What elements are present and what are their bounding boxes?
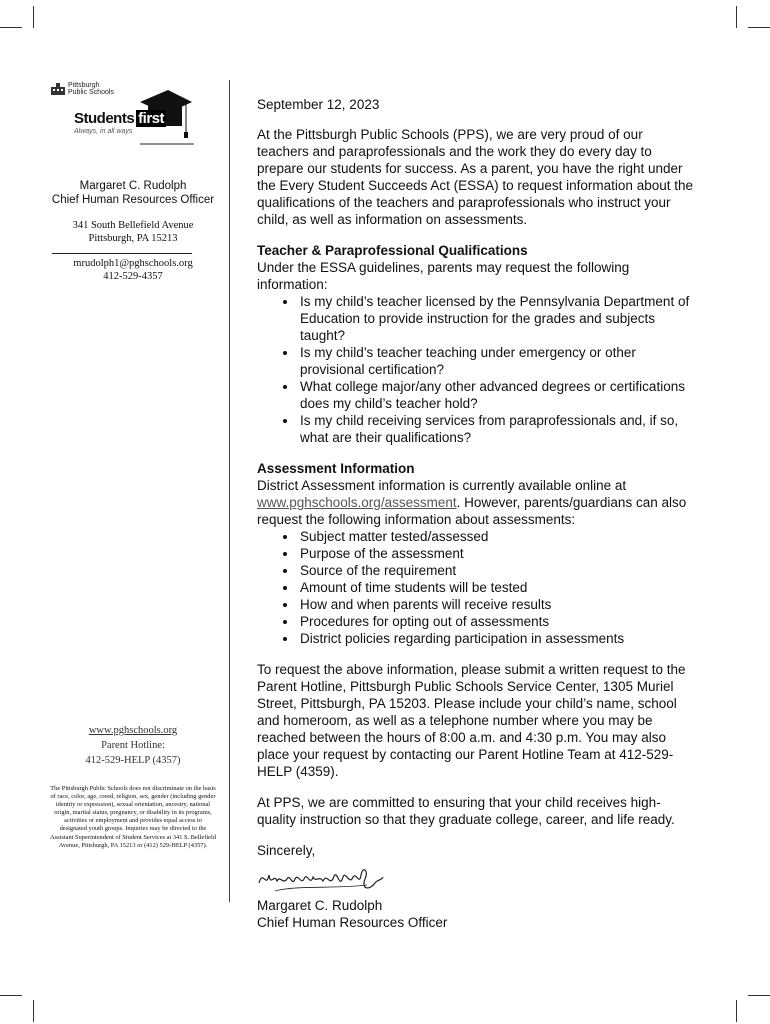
website-link[interactable]: www.pghschools.org <box>88 725 178 736</box>
handwritten-signature <box>257 861 387 897</box>
district-logo <box>50 80 200 150</box>
sidebar-divider <box>52 253 192 254</box>
nondiscrimination-notice: The Pittsburgh Public Schools does not discriminate on the basis of race, color, age, creed, religion, sex, gender (including gender identity or expression), sexual orientation, ancestry, national origin, marital status, pregnancy, or disability in its programs, activities or employment and provides equal access to designated youth groups. Inquiries may be directed to the Assistant Superintendent of Student Services at 341 S. Bellefield Avenue, Pittsburgh, PA 15213 or (412) 529-HELP (4357). <box>50 785 216 849</box>
crop-mark <box>748 995 770 996</box>
signature-name: Margaret C. Rudolph <box>257 898 383 913</box>
sender-phone: 412-529-4357 <box>103 271 163 282</box>
sidebar-footer <box>48 723 218 768</box>
logo-wordmark: Students first <box>74 110 165 127</box>
section-heading-qualifications: Teacher & Paraprofessional Qualifications <box>257 243 528 258</box>
list-item: • How and when parents will receive results <box>298 596 697 613</box>
district-name: Pittsburgh Public Schools <box>68 82 114 96</box>
section-heading-assessment: Assessment Information <box>257 461 415 476</box>
intro-paragraph: At the Pittsburgh Public Schools (PPS), we are very proud of our teachers and paraprofessionals and the work they do every day to prepare our students for success. As a parent, you have the right under the Every Student Succeeds Act (ESSA) to request information about the qualifications of the teachers and paraprofessionals who instruct your child, as well as information on assessments. <box>257 127 693 227</box>
letter-date: September 12, 2023 <box>257 97 380 112</box>
list-item: • District policies regarding participation in assessments <box>298 630 697 647</box>
hotline-label: Parent Hotline: <box>101 740 165 751</box>
crop-mark <box>0 995 22 996</box>
list-item: • Is my child’s teacher licensed by the Pennsylvania Department of Education to provide instruction for the grades and subjects taught? <box>298 293 697 344</box>
logo-tagline: Always, in all ways <box>74 128 133 135</box>
assessment-list <box>257 528 697 647</box>
qualifications-list <box>257 293 697 446</box>
sender-email: mrudolph1@pghschools.org <box>73 258 193 269</box>
crop-mark <box>736 6 737 28</box>
sender-contact <box>48 257 218 283</box>
list-item: • Is my child’s teacher teaching under emergency or other provisional certification? <box>298 344 697 378</box>
sender-name: Margaret C. Rudolph <box>79 180 187 192</box>
crop-mark <box>0 27 22 28</box>
list-item: • Purpose of the assessment <box>298 545 697 562</box>
list-item: • Subject matter tested/assessed <box>298 528 697 545</box>
list-item: • Is my child receiving services from paraprofessionals and, if so, what are their qualifications? <box>298 412 697 446</box>
closing: Sincerely, <box>257 843 316 858</box>
assessment-intro: District Assessment information is currently available online at www.pghschools.org/assessment. However, parents/guardians can also request the following information about assessments: <box>257 478 687 527</box>
signature-title: Chief Human Resources Officer <box>257 915 448 930</box>
list-item: • Amount of time students will be tested <box>298 579 697 596</box>
school-building-icon <box>50 82 66 96</box>
column-divider <box>229 80 230 902</box>
list-item: • Source of the requirement <box>298 562 697 579</box>
letter-body <box>257 96 697 931</box>
crop-mark <box>33 6 34 28</box>
sender-title: Chief Human Resources Officer <box>51 194 215 206</box>
hotline-number: 412-529-HELP (4357) <box>85 755 181 766</box>
crop-mark <box>33 1000 34 1022</box>
request-paragraph: To request the above information, please submit a written request to the Parent Hotline, Pittsburgh Public Schools Service Center, 1305 Muriel Street, Pittsburgh, PA 15203. Please include your child’s name, school and homeroom, as well as a telephone number where you may be reached between the hours of 8:00 a.m. and 4:30 p.m. You may also place your request by contacting our Parent Hotline Team at 412-529-HELP (4359). <box>257 662 686 779</box>
list-item: • Procedures for opting out of assessments <box>298 613 697 630</box>
commitment-paragraph: At PPS, we are committed to ensuring that your child receives high-quality instruction so that they graduate college, career, and life ready. <box>257 795 675 827</box>
sender-address: 341 South Bellefield Avenue Pittsburgh, PA 15213 <box>72 220 194 244</box>
sender-block <box>48 179 218 207</box>
crop-mark <box>748 27 770 28</box>
assessment-link[interactable]: www.pghschools.org/assessment <box>257 495 457 510</box>
crop-mark <box>736 1000 737 1022</box>
list-item: • What college major/any other advanced degrees or certifications does my child’s teacher hold? <box>298 378 697 412</box>
qualifications-intro: Under the ESSA guidelines, parents may request the following information: <box>257 260 630 292</box>
